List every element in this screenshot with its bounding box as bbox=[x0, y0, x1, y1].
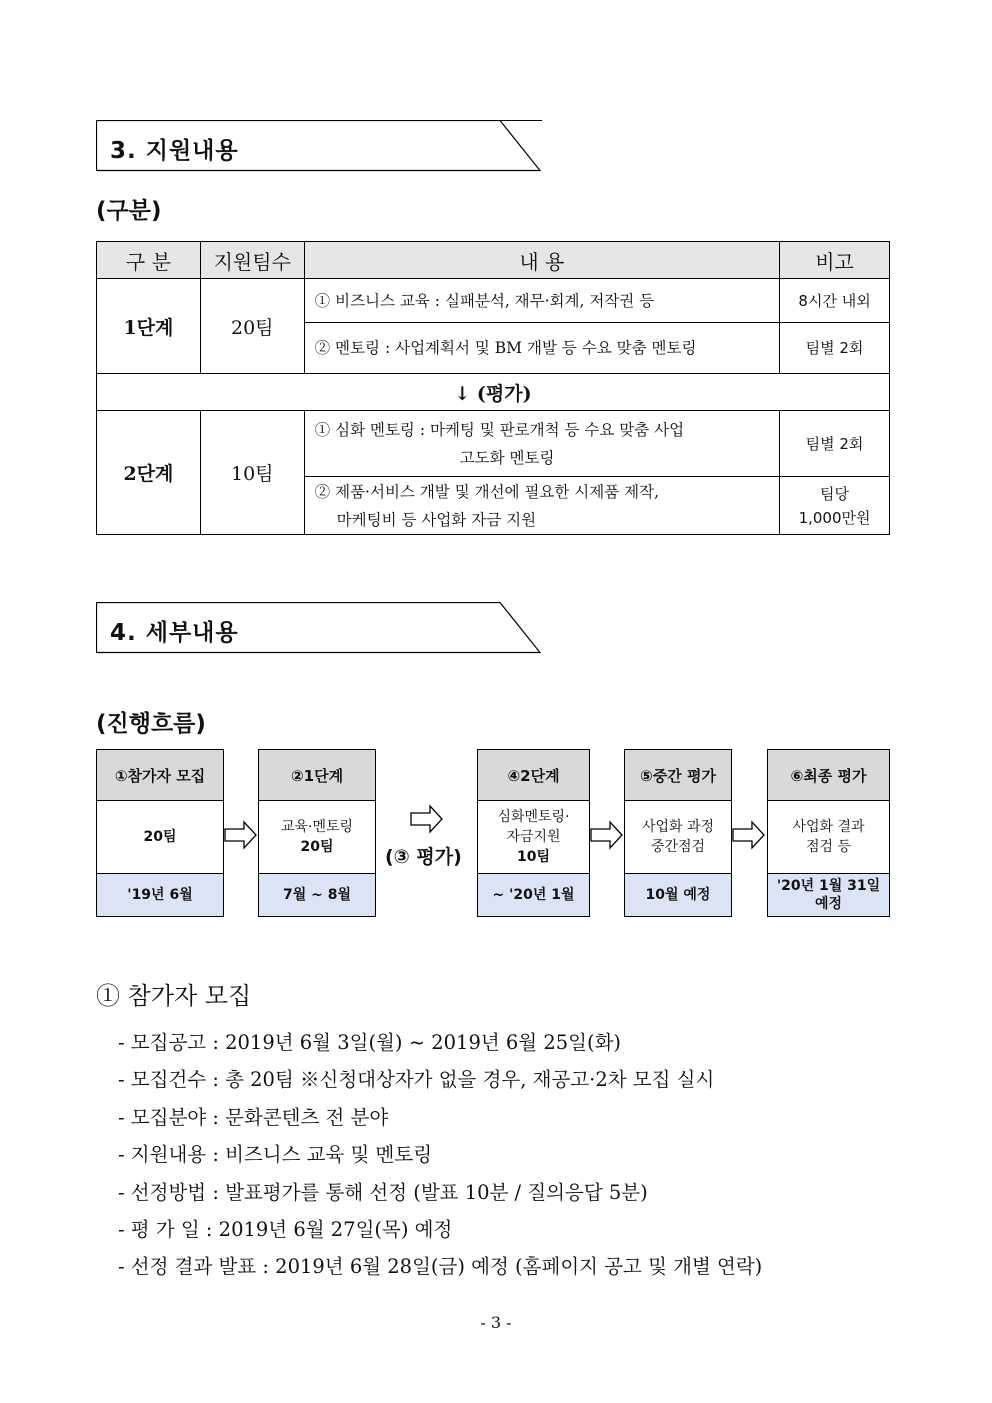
right-arrow-icon bbox=[590, 820, 624, 850]
right-arrow-icon bbox=[410, 804, 444, 834]
evaluation-arrow-text: ↓ (평가) bbox=[97, 374, 890, 411]
flow-box-midterm bbox=[624, 749, 732, 917]
flow-box-body bbox=[97, 801, 223, 873]
header-category: 구 분 bbox=[97, 242, 201, 279]
stage2-note-2-line2: 1,000만원 bbox=[798, 508, 871, 527]
stage2-teams: 10팀 bbox=[200, 411, 304, 535]
stage1-content-2: ② 멘토링 : 사업계획서 및 BM 개발 등 수요 맞춤 멘토링 bbox=[304, 323, 779, 374]
header-teams: 지원팀수 bbox=[200, 242, 304, 279]
section-4-title: 4. 세부내용 bbox=[110, 620, 239, 646]
support-table bbox=[96, 241, 890, 535]
evaluation-row bbox=[97, 374, 890, 411]
section-4-subheading: (진행흐름) bbox=[96, 711, 206, 737]
list-item: - 모집건수 : 총 20팀 ※신청대상자가 없을 경우, 재공고·2차 모집 실시 bbox=[118, 1068, 715, 1092]
flow-box-body-line: 중간점검 bbox=[650, 839, 706, 855]
page-number: - 3 - bbox=[480, 1313, 512, 1332]
stage2-content-1 bbox=[304, 411, 779, 477]
list-item: - 지원내용 : 비즈니스 교육 및 멘토링 bbox=[118, 1143, 433, 1167]
right-arrow-icon bbox=[732, 820, 766, 850]
list-item: - 모집공고 : 2019년 6월 3일(월) ~ 2019년 6월 25일(화) bbox=[118, 1031, 622, 1054]
section-4-title-box bbox=[96, 602, 540, 652]
list-item: - 평 가 일 : 2019년 6월 27일(목) 예정 bbox=[118, 1217, 453, 1241]
flow-box-body-line: 자금지원 bbox=[506, 829, 561, 845]
section-3-title: 3. 지원내용 bbox=[110, 138, 239, 164]
flow-box-header: ⑤중간 평가 bbox=[625, 750, 731, 801]
flow-box-footer: 7월 ~ 8월 bbox=[259, 873, 375, 916]
flow-box-body-line: 20팀 bbox=[300, 839, 334, 855]
flow-box-body-line: 교육·멘토링 bbox=[280, 819, 354, 835]
stage2-content-1-line2: 고도화 멘토링 bbox=[459, 448, 555, 467]
list-item: - 모집분야 : 문화콘텐츠 전 분야 bbox=[118, 1105, 389, 1129]
section-3-subheading: (구분) bbox=[96, 198, 162, 224]
flow-box-body bbox=[259, 801, 375, 873]
header-note: 비고 bbox=[780, 242, 890, 279]
stage2-content-1-line1: ① 심화 멘토링 : 마케팅 및 판로개척 등 수요 맞춤 사업 bbox=[314, 420, 685, 439]
stage2-note-2-line1: 팀당 bbox=[820, 484, 850, 503]
flow-box-stage1 bbox=[258, 749, 376, 917]
table-row bbox=[97, 411, 890, 477]
flow-box-header: ①참가자 모집 bbox=[97, 750, 223, 801]
stage2-content-2 bbox=[304, 477, 779, 535]
flow-box-footer: '20년 1월 31일 예정 bbox=[768, 873, 889, 916]
flow-box-final bbox=[767, 749, 890, 917]
header-content: 내 용 bbox=[304, 242, 779, 279]
flow-box-recruit bbox=[96, 749, 224, 917]
stage1-label: 1단계 bbox=[97, 279, 201, 374]
list-item: - 선정 결과 발표 : 2019년 6월 28일(금) 예정 (홈페이지 공고 및 개별 연락) bbox=[118, 1255, 763, 1279]
flow-box-body bbox=[625, 801, 731, 873]
flow-box-body-line: 20팀 bbox=[143, 829, 177, 845]
flow-box-body-line: 점검 등 bbox=[805, 839, 852, 855]
flow-box-stage2 bbox=[477, 749, 590, 917]
right-arrow-icon bbox=[224, 820, 258, 850]
flow-box-body-line: 사업화 과정 bbox=[641, 819, 715, 835]
flow-box-header: ④2단계 bbox=[478, 750, 589, 801]
flow-box-footer: ~ '20년 1월 bbox=[478, 873, 589, 916]
flow-box-footer: 10월 예정 bbox=[625, 873, 731, 916]
stage1-teams: 20팀 bbox=[200, 279, 304, 374]
stage1-note-1: 8시간 내외 bbox=[780, 279, 890, 323]
table-header-row bbox=[97, 242, 890, 279]
table-row bbox=[97, 279, 890, 323]
flow-box-header: ⑥최종 평가 bbox=[768, 750, 889, 801]
stage2-note-2 bbox=[780, 477, 890, 535]
stage2-content-2-line1: ② 제품·서비스 개발 및 개선에 필요한 시제품 제작, bbox=[314, 482, 660, 501]
recruitment-heading: ① 참가자 모집 bbox=[96, 982, 252, 1010]
flow-box-body-line: 사업화 결과 bbox=[792, 819, 865, 835]
section-3-title-box bbox=[96, 120, 540, 170]
flow-box-footer: '19년 6월 bbox=[97, 873, 223, 916]
flow-box-body-line: 10팀 bbox=[516, 849, 550, 865]
flow-box-body-line: 심화멘토링· bbox=[497, 809, 570, 825]
flow-box-body bbox=[768, 801, 889, 873]
stage2-label: 2단계 bbox=[97, 411, 201, 535]
flow-box-header: ②1단계 bbox=[259, 750, 375, 801]
stage2-content-2-line2: 마케팅비 등 사업화 자금 지원 bbox=[336, 510, 537, 529]
recruitment-list bbox=[118, 1024, 762, 1286]
flow-box-body bbox=[478, 801, 589, 873]
stage2-note-1: 팀별 2회 bbox=[780, 411, 890, 477]
list-item: - 선정방법 : 발표평가를 통해 선정 (발표 10분 / 질의응답 5분) bbox=[118, 1180, 648, 1204]
stage1-note-2: 팀별 2회 bbox=[780, 323, 890, 374]
flow-evaluation-label: (③ 평가) bbox=[385, 846, 462, 868]
stage1-content-1: ① 비즈니스 교육 : 실패분석, 재무·회계, 저작권 등 bbox=[304, 279, 779, 323]
